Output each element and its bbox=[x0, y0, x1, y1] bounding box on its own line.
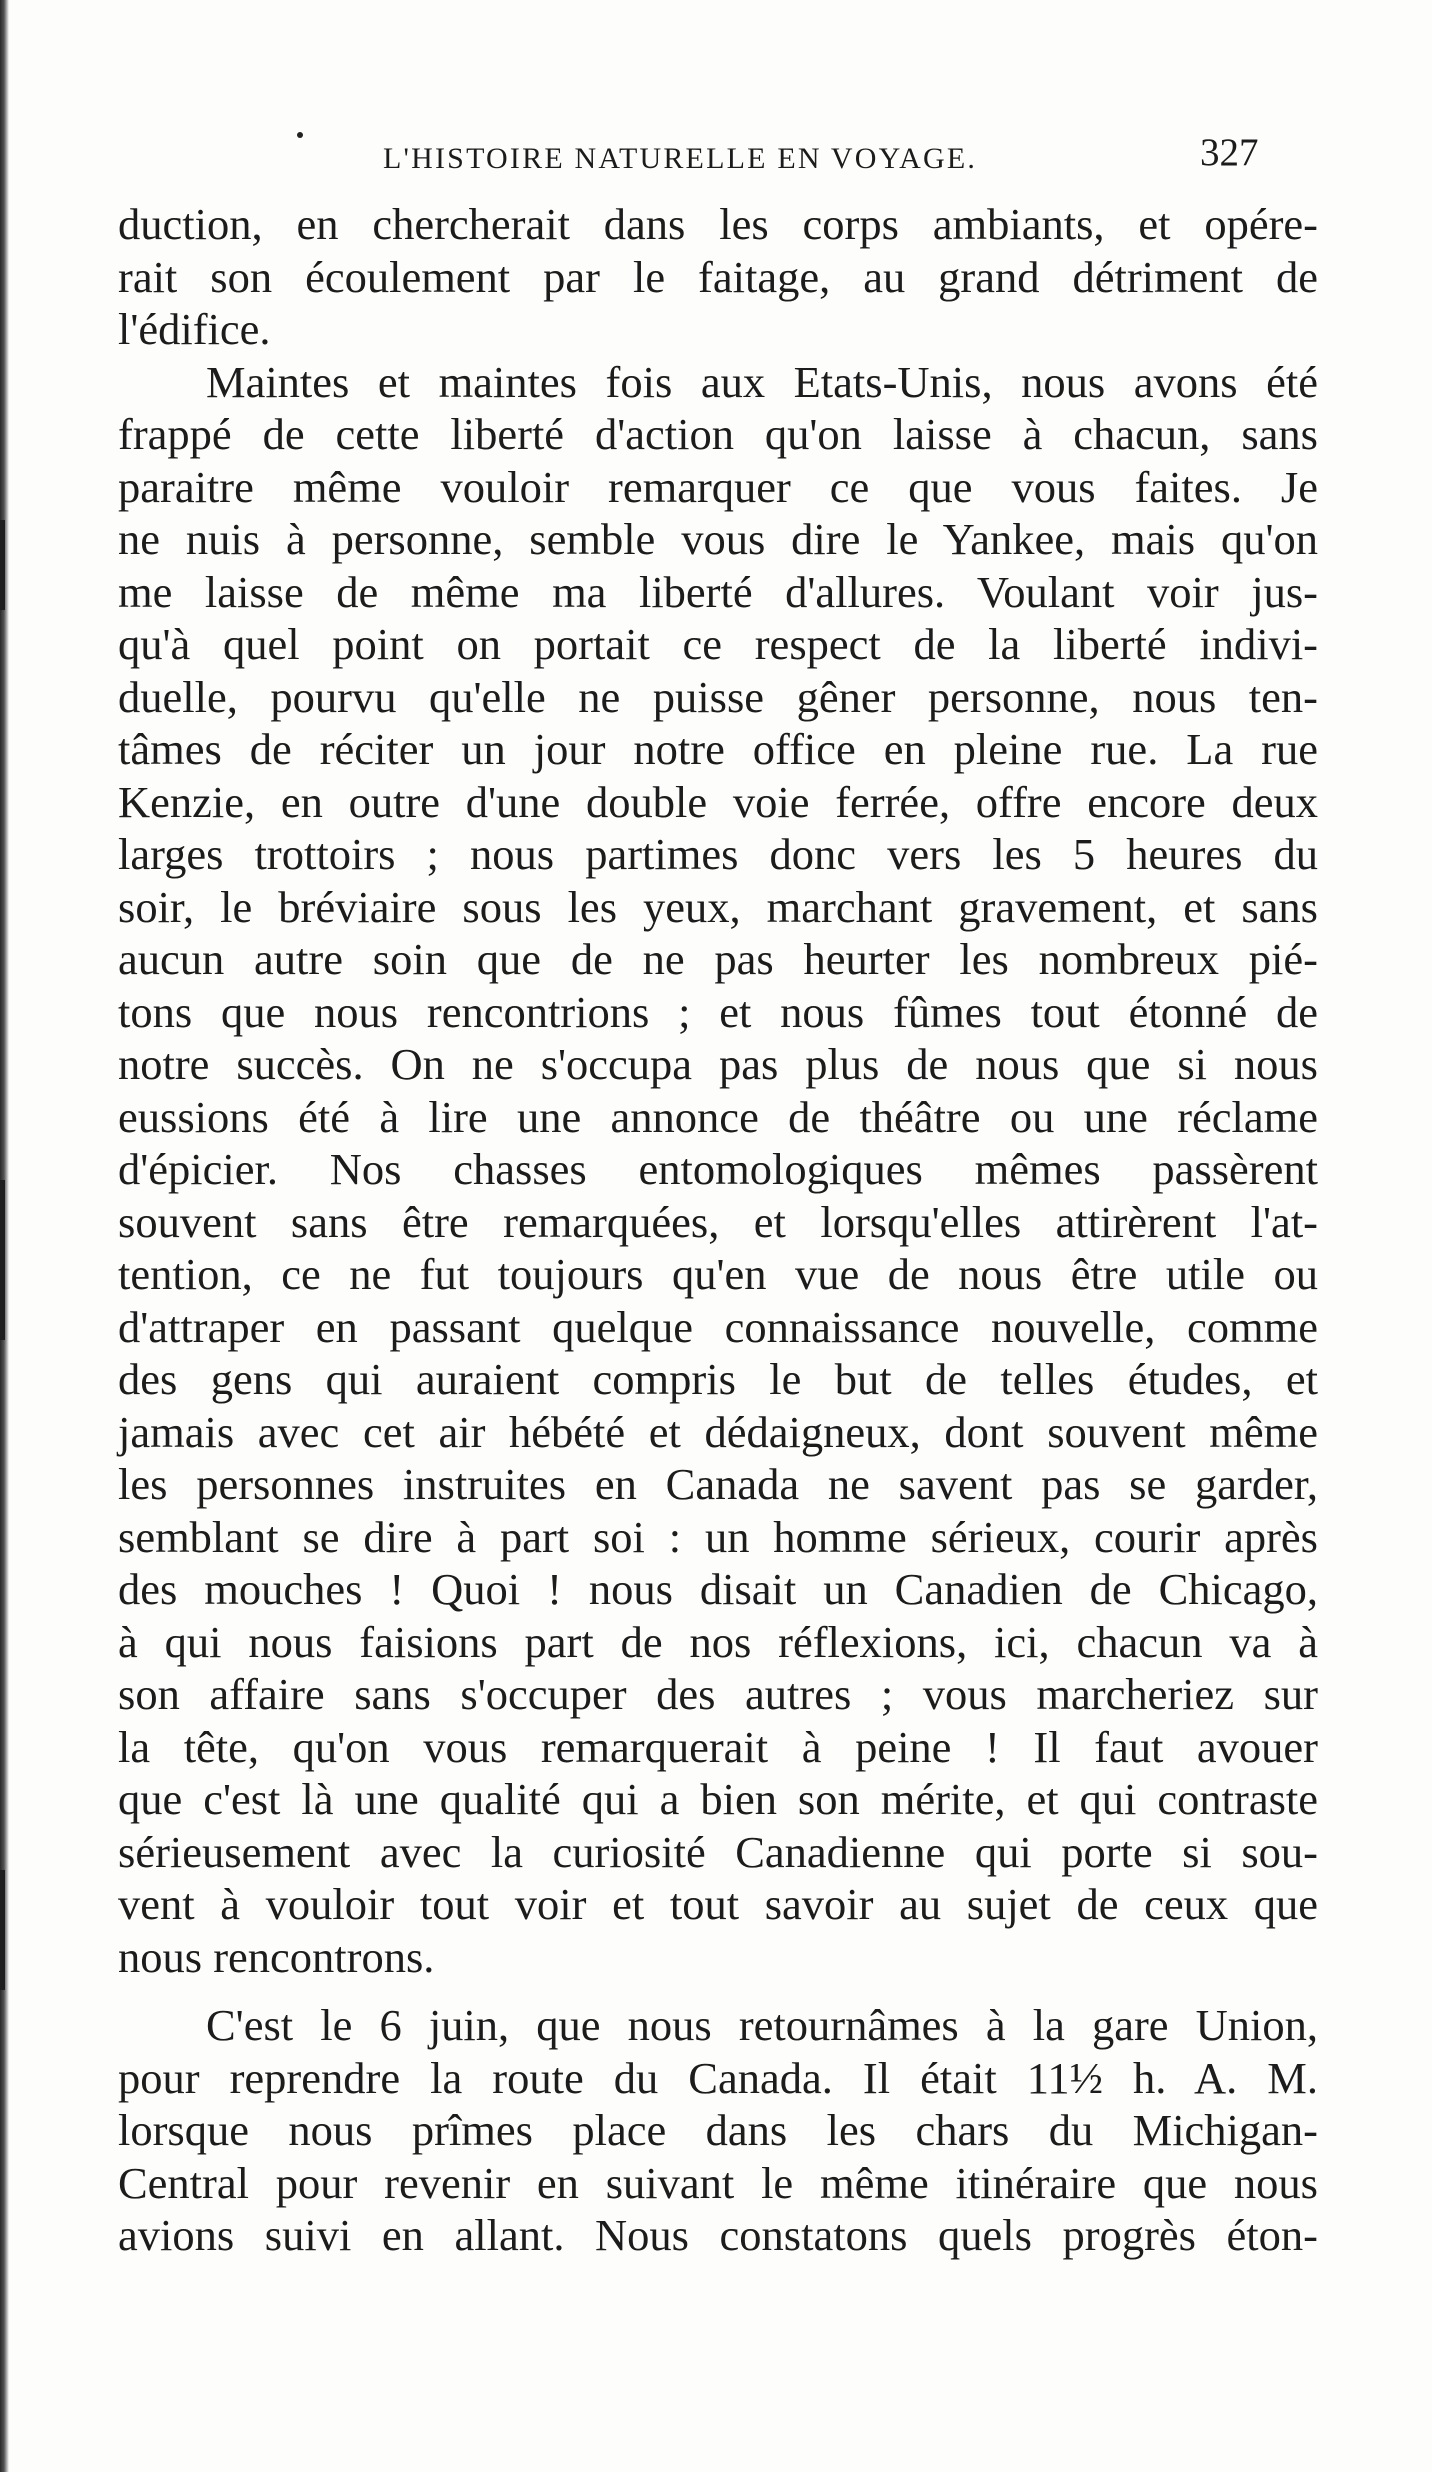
binding-mark bbox=[0, 520, 5, 610]
ink-speck bbox=[297, 132, 303, 138]
binding-mark bbox=[0, 1870, 5, 1990]
text-line: Central pour revenir en suivant le même itinéraire que nous bbox=[118, 2157, 1318, 2208]
text-line: à qui nous faisions part de nos réflexions, ici, chacun va à bbox=[118, 1616, 1318, 1667]
text-line: soir, le bréviaire sous les yeux, marchant gravement, et sans bbox=[118, 881, 1318, 932]
text-line: d'attraper en passant quelque connaissance nouvelle, comme bbox=[118, 1301, 1318, 1352]
text-line: les personnes instruites en Canada ne savent pas se garder, bbox=[118, 1459, 1318, 1509]
text-line: semblant se dire à part soi : un homme sérieux, courir après bbox=[118, 1511, 1318, 1562]
text-line: eussions été à lire une annonce de théâtre ou une réclame bbox=[118, 1091, 1318, 1142]
text-line: aucun autre soin que de ne pas heurter les nombreux pié- bbox=[118, 934, 1318, 984]
text-line: larges trottoirs ; nous partimes donc vers les 5 heures du bbox=[118, 829, 1318, 879]
text-line: d'épicier. Nos chasses entomologiques mêmes passèrent bbox=[118, 1144, 1318, 1194]
text-line: me laisse de même ma liberté d'allures. Voulant voir jus- bbox=[118, 566, 1318, 617]
paragraph bbox=[118, 1999, 1318, 2262]
text-line: qu'à quel point on portait ce respect de la liberté indivi- bbox=[118, 619, 1318, 669]
text-line: que c'est là une qualité qui a bien son mérite, et qui contraste bbox=[118, 1774, 1318, 1824]
text-line: frappé de cette liberté d'action qu'on laisse à chacun, sans bbox=[118, 409, 1318, 459]
text-line: duction, en chercherait dans les corps ambiants, et opére- bbox=[118, 199, 1318, 249]
text-line: des mouches ! Quoi ! nous disait un Canadien de Chicago, bbox=[118, 1564, 1318, 1614]
text-line: notre succès. On ne s'occupa pas plus de nous que si nous bbox=[118, 1039, 1318, 1089]
running-title: L'HISTOIRE NATURELLE EN VOYAGE. bbox=[383, 142, 978, 175]
text-line: C'est le 6 juin, que nous retournâmes à la gare Union, bbox=[206, 2000, 1318, 2050]
text-line: jamais avec cet air hébété et dédaigneux, dont souvent même bbox=[118, 1406, 1318, 1457]
text-line: ne nuis à personne, semble vous dire le Yankee, mais qu'on bbox=[118, 514, 1318, 564]
paragraph bbox=[118, 356, 1318, 1984]
text-line: tention, ce ne fut toujours qu'en vue de nous être utile ou bbox=[118, 1249, 1318, 1299]
text-line: avions suivi en allant. Nous constatons quels progrès éton- bbox=[118, 2210, 1318, 2260]
text-line: pour reprendre la route du Canada. Il était 11½ h. A. M. bbox=[118, 2052, 1318, 2103]
binding-mark bbox=[0, 1180, 5, 1340]
text-line: lorsque nous prîmes place dans les chars du Michigan- bbox=[118, 2105, 1318, 2155]
paragraph bbox=[118, 198, 1318, 356]
paragraph-gap bbox=[118, 1983, 1318, 1999]
page-number: 327 bbox=[1200, 131, 1259, 174]
text-line: Maintes et maintes fois aux Etats-Unis, nous avons été bbox=[206, 356, 1318, 407]
text-line: nous rencontrons. bbox=[118, 1931, 435, 1982]
text-line: tâmes de réciter un jour notre office en pleine rue. La rue bbox=[118, 724, 1318, 774]
text-line: vent à vouloir tout voir et tout savoir au sujet de ceux que bbox=[118, 1879, 1318, 1929]
text-line: duelle, pourvu qu'elle ne puisse gêner personne, nous ten- bbox=[118, 671, 1318, 722]
body-text bbox=[118, 198, 1318, 2262]
text-line: tons que nous rencontrions ; et nous fûmes tout étonné de bbox=[118, 986, 1318, 1037]
text-line: sérieusement avec la curiosité Canadienne qui porte si sou- bbox=[118, 1826, 1318, 1877]
text-line: son affaire sans s'occuper des autres ; vous marcheriez sur bbox=[118, 1669, 1318, 1719]
text-line: souvent sans être remarquées, et lorsqu'elles attirèrent l'at- bbox=[118, 1196, 1318, 1247]
text-line: rait son écoulement par le faitage, au grand détriment de bbox=[118, 251, 1318, 302]
text-line: la tête, qu'on vous remarquerait à peine ! Il faut avouer bbox=[118, 1721, 1318, 1772]
page-header bbox=[0, 120, 1432, 180]
text-line: des gens qui auraient compris le but de telles études, et bbox=[118, 1354, 1318, 1404]
text-line: paraitre même vouloir remarquer ce que vous faites. Je bbox=[118, 461, 1318, 512]
text-line: l'édifice. bbox=[118, 304, 271, 354]
text-line: Kenzie, en outre d'une double voie ferrée, offre encore deux bbox=[118, 776, 1318, 827]
